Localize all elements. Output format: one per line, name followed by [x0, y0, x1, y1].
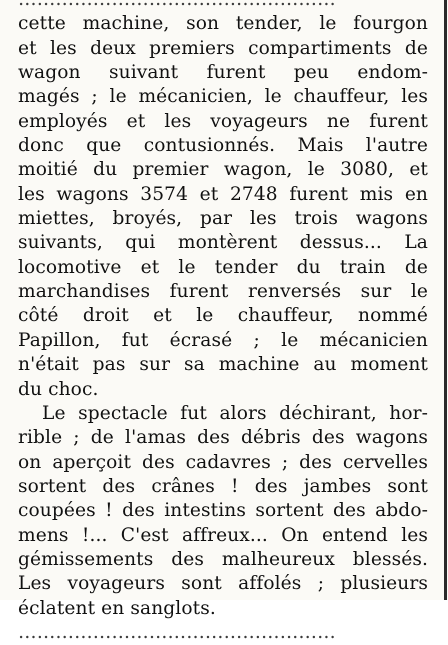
article-line: sortent des crânes ! des jambes sont [18, 475, 428, 497]
article-line: coupées ! des intestins sortent des abdo- [18, 500, 428, 522]
article-line: n'était pas sur sa machine au moment [18, 354, 428, 376]
article-line: wagon suivant furent peu endom- [18, 62, 428, 84]
article-line: locomotive et le tender du train de [18, 256, 428, 278]
cropped-line: …………………………………………… [18, 621, 336, 643]
article-line: Papillon, fut écrasé ; le mécanicien [18, 329, 428, 351]
article-line: côté droit et le chauffeur, nommé [18, 305, 428, 327]
article-line: moitié du premier wagon, le 3080, et [18, 159, 428, 181]
article-line: marchandises furent renversés sur le [18, 281, 428, 303]
article-line: gémissements des malheureux blessés. [18, 548, 428, 570]
article-text [18, 0, 428, 645]
article-line: miettes, broyés, par les trois wagons [18, 208, 428, 230]
article-line: et les deux premiers compartiments de [18, 37, 428, 59]
article-line: éclatent en sanglots. [18, 597, 216, 619]
article-line: du choc. [18, 378, 99, 400]
article-line: magés ; le mécanicien, le chauffeur, les [18, 86, 428, 108]
article-line: les wagons 3574 et 2748 furent mis en [18, 183, 428, 205]
article-line: employés et les voyageurs ne furent [18, 110, 428, 132]
article-line: cette machine, son tender, le fourgon [18, 13, 428, 35]
article-line: suivants, qui montèrent dessus... La [18, 232, 428, 254]
article-line: mens !... C'est affreux... On entend les [18, 524, 428, 546]
article-line: Les voyageurs sont affolés ; plusieurs [18, 573, 428, 595]
article-line: donc que contusionnés. Mais l'autre [18, 135, 428, 157]
article-line: Le spectacle fut alors déchirant, hor- [42, 402, 428, 424]
column-divider [444, 0, 447, 600]
article-line: rible ; de l'amas des débris des wagons [18, 427, 428, 449]
cropped-line [18, 0, 428, 12]
article-line: on aperçoit des cadavres ; des cervelles [18, 451, 428, 473]
